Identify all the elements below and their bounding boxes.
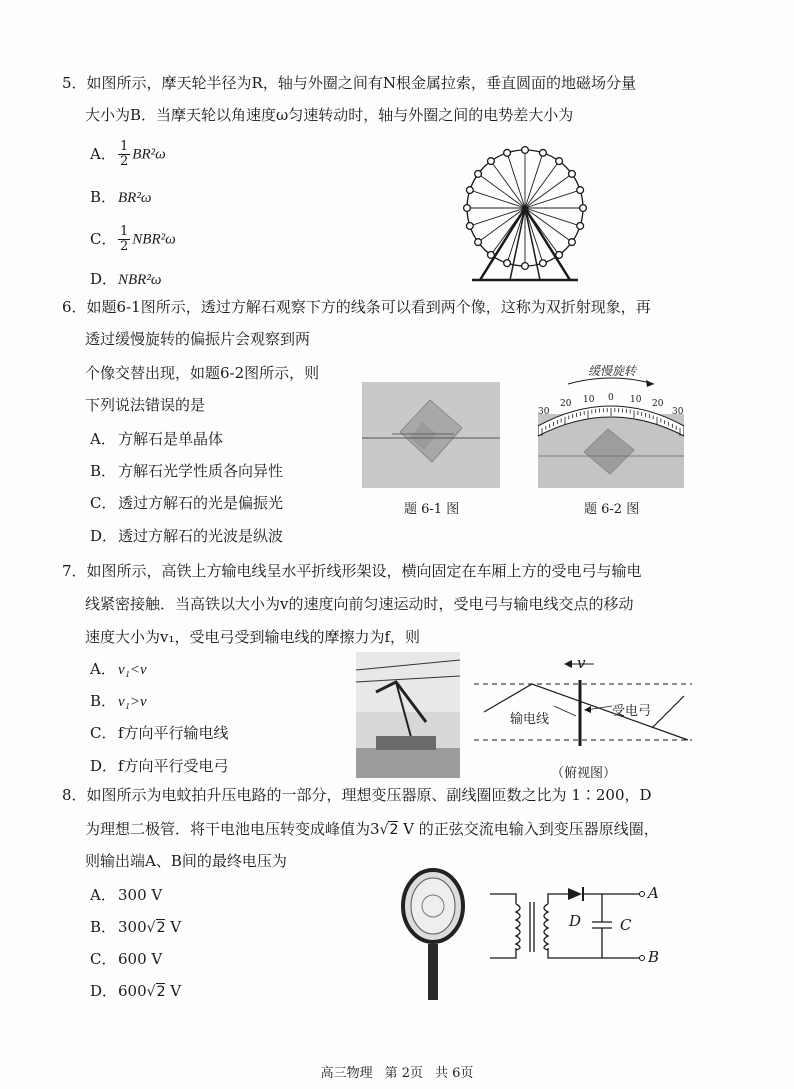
wheel-spoke bbox=[470, 190, 525, 208]
wheel-cabin bbox=[540, 149, 547, 156]
q6-line1: 如题6-1图所示，透过方解石观察下方的线条可以看到两个像，这称为双折射现象，再 bbox=[86, 298, 651, 316]
wheel-cabin bbox=[522, 147, 529, 154]
q8-option-b[interactable]: B． 300√2 V bbox=[90, 918, 182, 936]
q8-option-a[interactable]: A． 300 V bbox=[90, 886, 163, 904]
q6-stem-line2: 透过缓慢旋转的偏振片会观察到两 bbox=[85, 330, 311, 348]
q5-stem-line1 bbox=[62, 72, 636, 93]
q6-stem-line4: 下列说法错误的是 bbox=[85, 396, 206, 414]
sqrt-symbol: √2 bbox=[379, 822, 399, 838]
wheel-cabin bbox=[466, 187, 473, 194]
footer-total: 共 6页 bbox=[435, 1066, 474, 1081]
wheel-cabin bbox=[475, 239, 482, 246]
scale-tick-label: 30 bbox=[672, 407, 684, 417]
q7-stem-line2: 线紧密接触．当高铁以大小为v的速度向前匀速运动时，受电弓与输电线交点的移动 bbox=[85, 595, 634, 613]
q6-number: 6． bbox=[62, 298, 87, 316]
fig6-2-caption: 题 6-2 图 bbox=[584, 502, 640, 517]
capacitor-label: C bbox=[620, 916, 632, 934]
q5-stem-line2: 大小为B．当摩天轮以角速度ω匀速转动时，轴与外圈之间的电势差大小为 bbox=[85, 106, 574, 124]
q8-option-d[interactable]: D．600√2 V bbox=[90, 982, 182, 1000]
wheel-spoke bbox=[525, 153, 543, 208]
fig6-1-caption: 题 6-1 图 bbox=[404, 502, 460, 517]
calcite-polarizer-photo bbox=[538, 374, 684, 488]
scale-tick-label: 20 bbox=[652, 399, 664, 409]
q5-option-d[interactable]: D．NBR²ω bbox=[90, 270, 162, 288]
q7-option-d[interactable]: D．f方向平行受电弓 bbox=[90, 757, 229, 775]
q7-stem-line3: 速度大小为v₁，受电弓受到输电线的摩擦力为f，则 bbox=[85, 628, 421, 646]
q5-number: 5． bbox=[62, 74, 87, 92]
train-pantograph-photo bbox=[356, 652, 460, 778]
wheel-spoke bbox=[507, 153, 525, 208]
top-view-caption: （俯视图） bbox=[551, 766, 617, 781]
footer-page: 第 2页 bbox=[384, 1066, 423, 1081]
q7-option-b[interactable]: B． v₁>v bbox=[90, 692, 147, 710]
wheel-cabin bbox=[577, 223, 584, 230]
velocity-label: v bbox=[577, 654, 586, 672]
calcite-photo-1 bbox=[362, 382, 500, 488]
wheel-cabin bbox=[556, 158, 563, 165]
scale-labels bbox=[538, 395, 684, 415]
wheel-spoke bbox=[525, 208, 543, 263]
wheel-spoke bbox=[478, 174, 525, 208]
page-footer bbox=[0, 1062, 794, 1081]
wheel-cabin bbox=[569, 239, 576, 246]
wheel-cabin bbox=[504, 260, 511, 267]
wheel-spoke bbox=[507, 208, 525, 263]
q6-stem-line3: 个像交替出现，如题6-2图所示，则 bbox=[85, 364, 320, 382]
q8-number: 8． bbox=[62, 786, 87, 804]
q7-number: 7． bbox=[62, 562, 87, 580]
wheel-spoke bbox=[525, 161, 559, 208]
wheel-cabin bbox=[577, 187, 584, 194]
q6-stem-line1 bbox=[62, 296, 651, 317]
wheel-spoke bbox=[525, 208, 572, 242]
q6-option-c[interactable]: C． 透过方解石的光是偏振光 bbox=[90, 494, 284, 512]
scale-tick-label: 20 bbox=[560, 399, 572, 409]
wheel-cabin bbox=[580, 205, 587, 212]
q6-option-d[interactable]: D．透过方解石的光波是纵波 bbox=[90, 527, 284, 545]
q5-option-b[interactable]: B． BR²ω bbox=[90, 188, 152, 206]
q8-option-c[interactable]: C． 600 V bbox=[90, 950, 163, 968]
wheel-cabin bbox=[504, 149, 511, 156]
q8-stem-line1: 8．如图所示为电蚊拍升压电路的一部分，理想变压器原、副线圈匝数之比为 1∶200，D bbox=[62, 786, 652, 804]
scale-tick-label: 0 bbox=[608, 393, 614, 403]
q5-option-a[interactable]: A． $\frac{1}{2}$ BR²ω bbox=[90, 139, 166, 169]
wheel-spoke bbox=[491, 161, 525, 208]
q7-stem-line1: 7．如图所示，高铁上方输电线呈水平折线形架设，横向固定在车厢上方的受电弓与输电 bbox=[62, 562, 642, 580]
wheel-cabin bbox=[475, 171, 482, 178]
q7-option-c[interactable]: C． f方向平行输电线 bbox=[90, 724, 229, 742]
q5-option-c[interactable]: C． $\frac{1}{2}$ NBR²ω bbox=[90, 224, 176, 254]
wheel-spoke bbox=[478, 208, 525, 242]
wheel-cabin bbox=[569, 171, 576, 178]
wheel-cabin bbox=[522, 263, 529, 270]
slow-rotation-label: 缓慢旋转 bbox=[588, 364, 637, 378]
fraction: $\frac{1}{2}$ bbox=[120, 224, 129, 254]
wheel-cabin bbox=[466, 223, 473, 230]
fraction: $\frac{1}{2}$ bbox=[120, 139, 129, 169]
terminal-b-label: B bbox=[648, 948, 660, 966]
wheel-spoke bbox=[525, 190, 580, 208]
scale-tick-label: 30 bbox=[538, 407, 550, 417]
q7-option-a[interactable]: A． v₁<v bbox=[90, 660, 147, 678]
q8-stem-line3: 则输出端A、B间的最终电压为 bbox=[85, 852, 287, 870]
q5-line1: 如图所示，摩天轮半径为R，轴与外圈之间有N根金属拉索，垂直圆面的地磁场分量 bbox=[86, 74, 636, 92]
terminal-a-label: A bbox=[648, 884, 659, 902]
q8-stem-line2: 为理想二极管．将干电池电压转变成峰值为3√2 V 的正弦交流电输入到变压器原线圈， bbox=[85, 820, 659, 838]
diode-label: D bbox=[569, 912, 582, 930]
mosquito-swatter-figure bbox=[398, 866, 468, 1000]
footer-subject: 高三物理 bbox=[320, 1066, 373, 1081]
wheel-cabin bbox=[488, 158, 495, 165]
q6-option-a[interactable]: A． 方解石是单晶体 bbox=[90, 430, 224, 448]
wheel-cabin bbox=[464, 205, 471, 212]
scale-tick-label: 10 bbox=[630, 395, 642, 405]
ferris-wheel-figure bbox=[462, 140, 588, 290]
wheel-spoke bbox=[525, 174, 572, 208]
q6-option-b[interactable]: B． 方解石光学性质各向异性 bbox=[90, 462, 284, 480]
scale-tick-label: 10 bbox=[583, 395, 595, 405]
wheel-cabin bbox=[540, 260, 547, 267]
pantograph-label: 受电弓 bbox=[612, 704, 652, 719]
wire-label: 输电线 bbox=[510, 712, 550, 727]
